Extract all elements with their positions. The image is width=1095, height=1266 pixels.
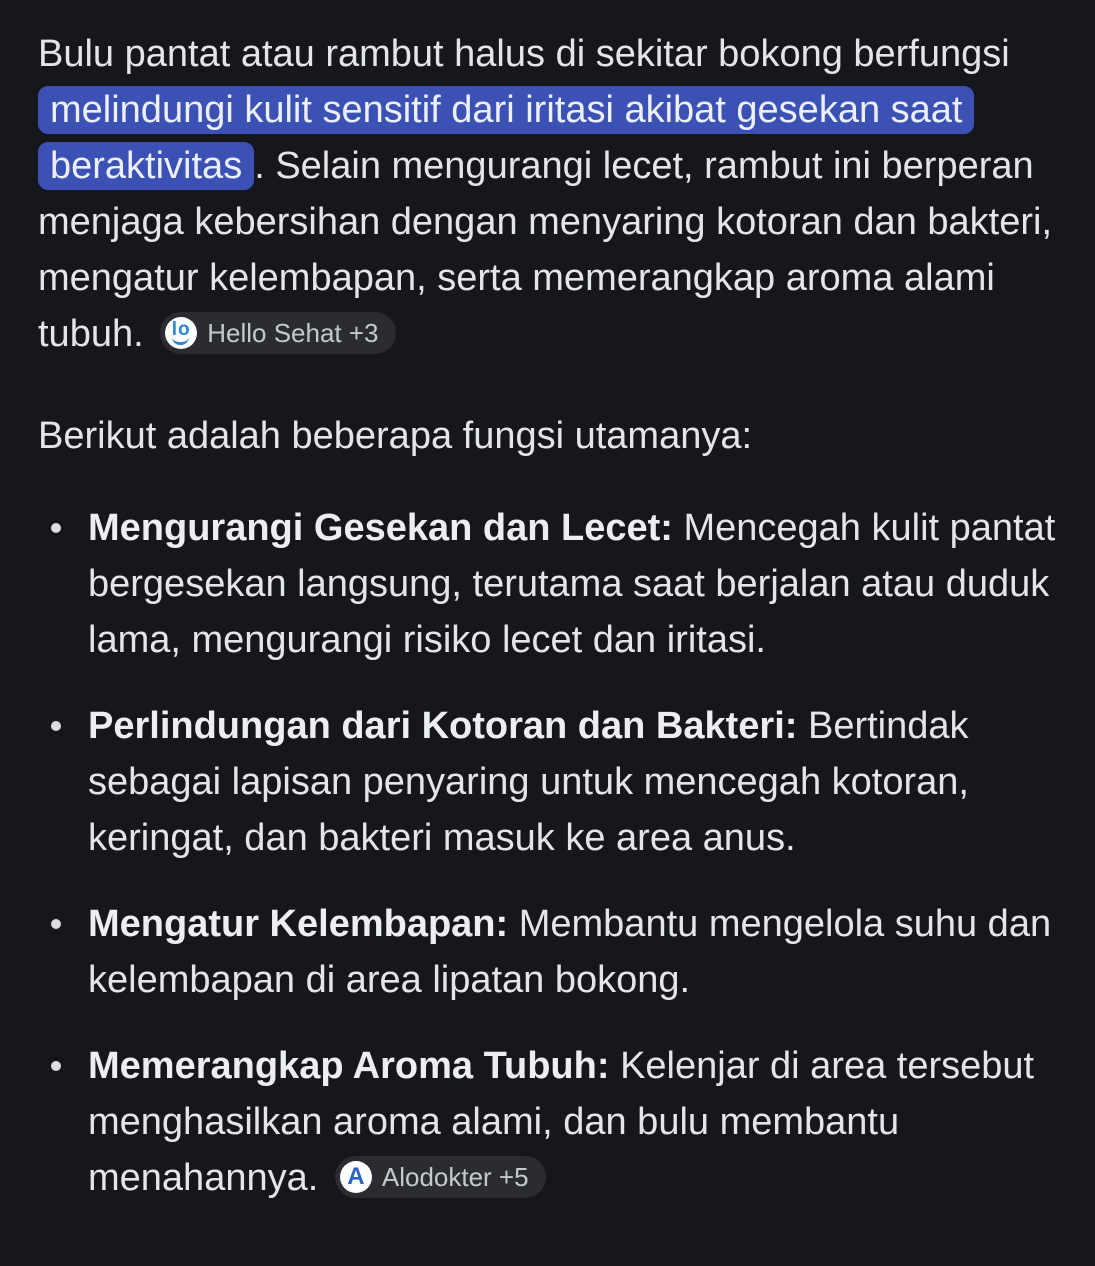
list-item: [38, 500, 1057, 668]
bullet-icon: [51, 721, 61, 731]
alodokter-icon: [340, 1161, 372, 1193]
list-item-body: Membantu mengelola suhu dan kelembapan di area lipatan bokong.: [88, 903, 1052, 1001]
list-item-title: Memerangkap Aroma Tubuh:: [88, 1045, 610, 1087]
list-item: [38, 698, 1057, 866]
ai-answer: [38, 26, 1057, 1206]
hello-sehat-icon: [165, 317, 197, 349]
list-item: [38, 896, 1057, 1008]
answer-paragraph: [38, 26, 1057, 362]
source-chip-label: Hello Sehat +3: [207, 317, 379, 348]
source-chip-alodokter[interactable]: [335, 1156, 546, 1198]
list-item-body: Bertindak sebagai lapisan penyaring untuk mencegah kotoran, keringat, dan bakteri masuk ke area anus.: [88, 705, 969, 859]
highlighted-citation[interactable]: melindungi kulit sensitif dari iritasi akibat gesekan saat beraktivitas: [38, 86, 974, 190]
answer-text-pre: Bulu pantat atau rambut halus di sekitar bokong berfungsi: [38, 33, 1010, 75]
list-intro: Berikut adalah beberapa fungsi utamanya:: [38, 415, 753, 457]
source-chip-hello-sehat[interactable]: [160, 312, 395, 354]
bullet-icon: [51, 919, 61, 929]
bullet-icon: [51, 523, 61, 533]
alodokter-icon-letter: A: [347, 1162, 365, 1190]
answer-text-post: . Selain mengurangi lecet, rambut ini berperan menjaga kebersihan dengan menyaring kotoran dan bakteri, mengatur kelembapan, serta memerangkap aroma alami tubuh.: [38, 145, 1052, 355]
list-item-title: Perlindungan dari Kotoran dan Bakteri:: [88, 705, 798, 747]
list-item-body: Kelenjar di area tersebut menghasilkan aroma alami, dan bulu membantu menahannya.: [88, 1045, 1035, 1199]
bullet-icon: [51, 1061, 61, 1071]
list-item: [38, 1038, 1057, 1206]
hello-sehat-icon-letters: lo: [171, 318, 191, 340]
list-item-title: Mengurangi Gesekan dan Lecet:: [88, 507, 673, 549]
list-item-title: Mengatur Kelembapan:: [88, 903, 509, 945]
list-item-body: Mencegah kulit pantat bergesekan langsung, terutama saat berjalan atau duduk lama, mengurangi risiko lecet dan iritasi.: [88, 507, 1056, 661]
functions-list: [38, 500, 1057, 1206]
source-chip-label: Alodokter +5: [381, 1161, 529, 1192]
